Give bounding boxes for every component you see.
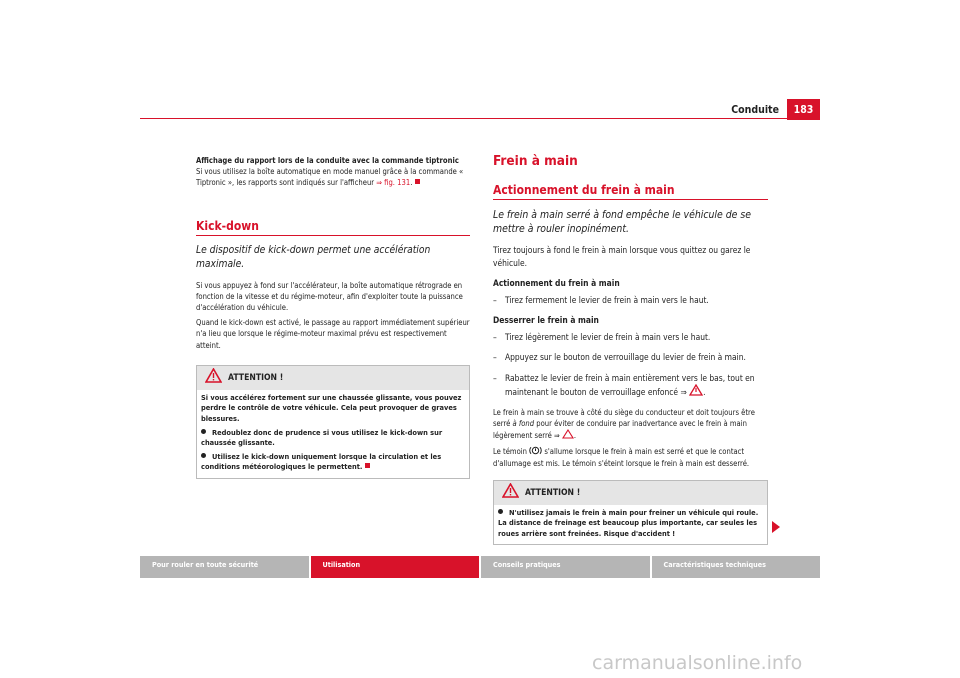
- warning-text: Si vous accélérez fortement sur une chaussée glissante, vous pouvez perdre le contrôle de votre véhicule. Cela peut provoquer de graves blessures.: [201, 392, 462, 424]
- watermark: carmanualsonline.info: [592, 652, 803, 674]
- footer-tab-safety[interactable]: Pour rouler en toute sécurité: [140, 556, 309, 578]
- handbrake-intro: Tirez toujours à fond le frein à main lorsque vous quittez ou garez le véhicule.: [493, 245, 751, 268]
- section-end-marker: [415, 179, 420, 184]
- handbrake-note-2: Le témoin s'allume lorsque le frein à main est serré et que le contact d'allumage est mis. Le témoin s'éteint lorsque le frein à main est desserré.: [493, 447, 750, 469]
- section-end-marker: [365, 463, 370, 468]
- warning-header: [494, 481, 767, 505]
- release-step: – Appuyez sur le bouton de verrouillage du levier de frein à main.: [493, 352, 746, 362]
- kickdown-title: Kick-down: [196, 218, 259, 233]
- warning-triangle-icon: [562, 429, 574, 442]
- warning-header: [197, 366, 469, 390]
- footer-tab-usage[interactable]: Utilisation: [311, 556, 480, 578]
- bullet-icon: [201, 429, 206, 434]
- handbrake-lead: Le frein à main serré à fond empêche le véhicule de se mettre à rouler inopinément.: [493, 209, 752, 235]
- release-step: – Tirez légèrement le levier de frein à main vers le haut.: [493, 331, 711, 342]
- warning-triangle-icon: [502, 483, 519, 502]
- tiptronic-text: Si vous utilisez la boîte automatique en mode manuel grâce à la commande « Tiptronic », les rapports sont indiqués sur l'afficheur ⇒ fig. 131.: [196, 167, 464, 188]
- warning-bullet: N'utilisez jamais le frein à main pour freiner un véhicule qui roule. La distance de freinage est beaucoup plus importante, car seules les roues arrière sont freinées. Risque d'accident !: [498, 507, 759, 538]
- right-column: [493, 153, 768, 545]
- footer-tab-tips[interactable]: Conseils pratiques: [481, 556, 650, 578]
- tiptronic-heading: Affichage du rapport lors de la conduite avec la commande tiptronic: [196, 156, 459, 165]
- release-step: – Rabattez le levier de frein à main entièrement vers le bas, tout en maintenant le bouton de verrouillage enfoncé ⇒ .: [493, 372, 768, 400]
- handbrake-note-1: Le frein à main se trouve à côté du siège du conducteur et doit toujours être serré à fond pour éviter de conduire par inadvertance avec le frein à main légèrement serré ⇒ .: [493, 407, 768, 443]
- footer-tab-specs[interactable]: Caractéristiques techniques: [652, 556, 821, 578]
- kickdown-lead: Le dispositif de kick-down permet une accélération maximale.: [196, 244, 431, 270]
- release-heading: Desserrer le frein à main: [493, 315, 599, 325]
- brake-warning-lamp-icon: [529, 446, 542, 458]
- warning-body: [494, 505, 767, 545]
- footer-nav: [140, 556, 820, 578]
- header-rule: [140, 118, 787, 119]
- handbrake-warning-box: [493, 480, 768, 546]
- apply-step: – Tirez fermement le levier de frein à main vers le haut.: [493, 294, 709, 305]
- warning-bullet: Utilisez le kick-down uniquement lorsque la circulation et les conditions météorologiques le permettent.: [201, 451, 442, 472]
- warning-title: ATTENTION !: [228, 372, 284, 383]
- kickdown-warning-box: [196, 365, 470, 479]
- kickdown-paragraph-2: Quand le kick-down est activé, le passage au rapport immédiatement supérieur n'a lieu que lorsque le régime-moteur maximal prévu est respectivement atteint.: [196, 318, 470, 350]
- page-number: 183: [787, 99, 820, 120]
- handbrake-rule: [493, 199, 768, 200]
- apply-heading: Actionnement du frein à main: [493, 278, 620, 288]
- warning-title: ATTENTION !: [525, 487, 581, 498]
- bullet-icon: [498, 509, 503, 514]
- figure-reference-link[interactable]: ⇒ fig. 131: [376, 178, 411, 188]
- bullet-icon: [201, 453, 206, 458]
- handbrake-subtitle: Actionnement du frein à main: [493, 183, 675, 197]
- kickdown-paragraph-1: Si vous appuyez à fond sur l'accélérateur, la boîte automatique rétrograde en fonction de la vitesse et du régime-moteur, afin d'exploiter toute la puissance d'accélération du véhicule.: [196, 280, 463, 313]
- warning-triangle-icon: [205, 368, 222, 387]
- handbrake-title: Frein à main: [493, 153, 578, 169]
- tiptronic-body: Si vous utilisez la boîte automatique en mode manuel grâce à la commande « Tiptronic », les rapports sont indiqués sur l'afficheur: [196, 167, 464, 188]
- warning-bullet: Redoublez donc de prudence si vous utilisez le kick-down sur chaussée glissante.: [201, 427, 443, 448]
- next-page-arrow-icon[interactable]: [772, 521, 780, 533]
- running-header: Conduite: [731, 104, 779, 116]
- left-column: [196, 155, 470, 479]
- kickdown-rule: [196, 235, 470, 236]
- warning-triangle-icon: [689, 384, 703, 400]
- warning-body: [197, 390, 469, 478]
